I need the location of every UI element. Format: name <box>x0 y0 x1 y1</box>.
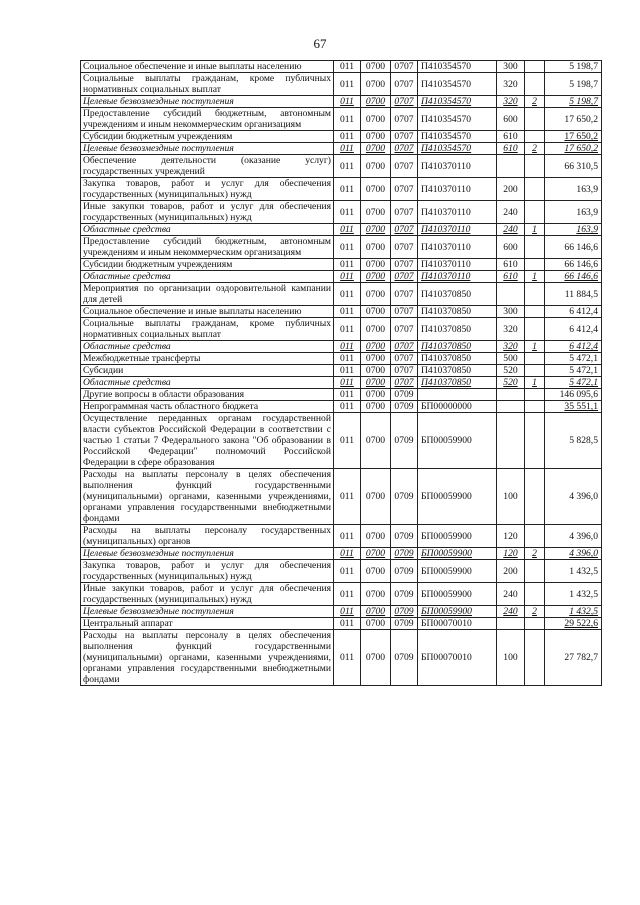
section-code: 0700 <box>361 377 391 389</box>
target-article-code: П410354570 <box>418 108 497 131</box>
target-article-code: П410354570 <box>418 143 497 155</box>
expense-type-code: 610 <box>497 271 525 283</box>
section-code: 0700 <box>361 131 391 143</box>
expense-type-code: 520 <box>497 365 525 377</box>
table-row <box>81 341 602 353</box>
subsection-code: 0709 <box>391 583 418 606</box>
row-name: Предоставление субсидий бюджетным, автономным учреждениям и иным некоммерческим организациям <box>81 108 334 131</box>
row-name: Субсидии бюджетным учреждениям <box>81 131 334 143</box>
amount: 5 472,1 <box>545 365 602 377</box>
ministry-code: 011 <box>334 377 361 389</box>
funding-source-code: 2 <box>525 96 545 108</box>
table-row <box>81 259 602 271</box>
section-code: 0700 <box>361 96 391 108</box>
table-row <box>81 548 602 560</box>
table-row <box>81 224 602 236</box>
target-article-code: П410370110 <box>418 236 497 259</box>
amount: 11 884,5 <box>545 283 602 306</box>
section-code: 0700 <box>361 224 391 236</box>
section-code: 0700 <box>361 73 391 96</box>
section-code: 0700 <box>361 583 391 606</box>
row-name: Социальное обеспечение и иные выплаты населению <box>81 306 334 318</box>
subsection-code: 0707 <box>391 178 418 201</box>
table-row <box>81 583 602 606</box>
subsection-code: 0709 <box>391 469 418 525</box>
expense-type-code <box>497 283 525 306</box>
section-code: 0700 <box>361 413 391 469</box>
funding-source-code <box>525 318 545 341</box>
subsection-code: 0707 <box>391 155 418 178</box>
funding-source-code <box>525 108 545 131</box>
section-code: 0700 <box>361 318 391 341</box>
amount: 5 472,1 <box>545 377 602 389</box>
ministry-code: 011 <box>334 306 361 318</box>
funding-source-code <box>525 560 545 583</box>
row-name: Межбюджетные трансферты <box>81 353 334 365</box>
subsection-code: 0707 <box>391 259 418 271</box>
target-article-code: П410370850 <box>418 283 497 306</box>
expense-type-code: 240 <box>497 583 525 606</box>
expense-type-code: 120 <box>497 548 525 560</box>
section-code: 0700 <box>361 201 391 224</box>
funding-source-code <box>525 73 545 96</box>
row-name: Расходы на выплаты персоналу государственных (муниципальных) органов <box>81 525 334 548</box>
funding-source-code <box>525 469 545 525</box>
row-name: Областные средства <box>81 377 334 389</box>
amount: 5 198,7 <box>545 61 602 73</box>
ministry-code: 011 <box>334 618 361 630</box>
ministry-code: 011 <box>334 96 361 108</box>
table-row <box>81 155 602 178</box>
funding-source-code <box>525 236 545 259</box>
amount: 6 412,4 <box>545 318 602 341</box>
subsection-code: 0709 <box>391 618 418 630</box>
amount: 6 412,4 <box>545 341 602 353</box>
ministry-code: 011 <box>334 583 361 606</box>
subsection-code: 0707 <box>391 61 418 73</box>
budget-table-body <box>81 61 602 686</box>
section-code: 0700 <box>361 259 391 271</box>
target-article-code: П410370110 <box>418 155 497 178</box>
row-name: Иные закупки товаров, работ и услуг для обеспечения государственных (муниципальных) нужд <box>81 201 334 224</box>
funding-source-code <box>525 61 545 73</box>
ministry-code: 011 <box>334 365 361 377</box>
expense-type-code: 300 <box>497 61 525 73</box>
subsection-code: 0707 <box>391 143 418 155</box>
row-name: Расходы на выплаты персоналу в целях обеспечения выполнения функций государственными (муниципальными) органами, казенными учреждениями, органами управления государственными внебюджетными фондами <box>81 469 334 525</box>
table-row <box>81 469 602 525</box>
target-article-code: БП00059900 <box>418 560 497 583</box>
target-article-code: П410370850 <box>418 365 497 377</box>
table-row <box>81 73 602 96</box>
target-article-code: П410354570 <box>418 96 497 108</box>
funding-source-code <box>525 283 545 306</box>
expense-type-code: 320 <box>497 318 525 341</box>
ministry-code: 011 <box>334 73 361 96</box>
budget-table <box>80 60 602 686</box>
ministry-code: 011 <box>334 469 361 525</box>
table-row <box>81 413 602 469</box>
amount: 1 432,5 <box>545 606 602 618</box>
row-name: Целевые безвозмездные поступления <box>81 96 334 108</box>
expense-type-code: 100 <box>497 630 525 686</box>
amount: 4 396,0 <box>545 548 602 560</box>
amount: 66 146,6 <box>545 259 602 271</box>
row-name: Закупка товаров, работ и услуг для обеспечения государственных (муниципальных) нужд <box>81 560 334 583</box>
amount: 35 551,1 <box>545 401 602 413</box>
row-name: Непрограммная часть областного бюджета <box>81 401 334 413</box>
expense-type-code: 200 <box>497 178 525 201</box>
expense-type-code <box>497 413 525 469</box>
subsection-code: 0707 <box>391 283 418 306</box>
target-article-code: П410370850 <box>418 377 497 389</box>
target-article-code: П410370110 <box>418 259 497 271</box>
table-row <box>81 271 602 283</box>
subsection-code: 0709 <box>391 413 418 469</box>
ministry-code: 011 <box>334 259 361 271</box>
funding-source-code <box>525 306 545 318</box>
subsection-code: 0709 <box>391 525 418 548</box>
funding-source-code <box>525 155 545 178</box>
amount: 66 146,6 <box>545 236 602 259</box>
expense-type-code: 610 <box>497 131 525 143</box>
expense-type-code <box>497 618 525 630</box>
funding-source-code <box>525 178 545 201</box>
amount: 4 396,0 <box>545 525 602 548</box>
section-code: 0700 <box>361 630 391 686</box>
section-code: 0700 <box>361 560 391 583</box>
row-name: Областные средства <box>81 341 334 353</box>
funding-source-code: 1 <box>525 271 545 283</box>
ministry-code: 011 <box>334 341 361 353</box>
expense-type-code: 600 <box>497 236 525 259</box>
subsection-code: 0709 <box>391 401 418 413</box>
target-article-code: П410370850 <box>418 318 497 341</box>
table-row <box>81 96 602 108</box>
funding-source-code <box>525 401 545 413</box>
ministry-code: 011 <box>334 560 361 583</box>
target-article-code: БП00059900 <box>418 548 497 560</box>
table-row <box>81 630 602 686</box>
subsection-code: 0707 <box>391 131 418 143</box>
ministry-code: 011 <box>334 283 361 306</box>
target-article-code: БП00070010 <box>418 618 497 630</box>
table-row <box>81 560 602 583</box>
section-code: 0700 <box>361 155 391 178</box>
table-row <box>81 389 602 401</box>
target-article-code: БП00070010 <box>418 630 497 686</box>
amount: 17 650,2 <box>545 108 602 131</box>
amount: 29 522,6 <box>545 618 602 630</box>
table-row <box>81 377 602 389</box>
funding-source-code: 2 <box>525 143 545 155</box>
amount: 5 472,1 <box>545 353 602 365</box>
table-row <box>81 318 602 341</box>
table-row <box>81 108 602 131</box>
funding-source-code <box>525 389 545 401</box>
subsection-code: 0707 <box>391 306 418 318</box>
row-name: Областные средства <box>81 224 334 236</box>
expense-type-code: 200 <box>497 560 525 583</box>
ministry-code: 011 <box>334 236 361 259</box>
ministry-code: 011 <box>334 155 361 178</box>
section-code: 0700 <box>361 353 391 365</box>
expense-type-code: 520 <box>497 377 525 389</box>
row-name: Закупка товаров, работ и услуг для обеспечения государственных (муниципальных) нужд <box>81 178 334 201</box>
table-row <box>81 61 602 73</box>
ministry-code: 011 <box>334 413 361 469</box>
section-code: 0700 <box>361 143 391 155</box>
target-article-code: БП00059900 <box>418 413 497 469</box>
expense-type-code <box>497 401 525 413</box>
expense-type-code: 240 <box>497 606 525 618</box>
target-article-code: П410370850 <box>418 341 497 353</box>
funding-source-code <box>525 201 545 224</box>
row-name: Расходы на выплаты персоналу в целях обеспечения выполнения функций государственными (муниципальными) органами, казенными учреждениями, органами управления государственными внебюджетными фондами <box>81 630 334 686</box>
section-code: 0700 <box>361 618 391 630</box>
section-code: 0700 <box>361 606 391 618</box>
expense-type-code: 320 <box>497 96 525 108</box>
ministry-code: 011 <box>334 271 361 283</box>
section-code: 0700 <box>361 341 391 353</box>
table-row <box>81 401 602 413</box>
subsection-code: 0707 <box>391 271 418 283</box>
expense-type-code: 320 <box>497 341 525 353</box>
expense-type-code <box>497 389 525 401</box>
expense-type-code: 240 <box>497 201 525 224</box>
table-row <box>81 525 602 548</box>
table-row <box>81 131 602 143</box>
section-code: 0700 <box>361 61 391 73</box>
row-name: Целевые безвозмездные поступления <box>81 143 334 155</box>
row-name: Другие вопросы в области образования <box>81 389 334 401</box>
target-article-code: П410370850 <box>418 306 497 318</box>
table-row <box>81 618 602 630</box>
funding-source-code <box>525 583 545 606</box>
section-code: 0700 <box>361 108 391 131</box>
row-name: Субсидии бюджетным учреждениям <box>81 259 334 271</box>
ministry-code: 011 <box>334 318 361 341</box>
section-code: 0700 <box>361 178 391 201</box>
funding-source-code: 1 <box>525 341 545 353</box>
row-name: Социальные выплаты гражданам, кроме публичных нормативных социальных выплат <box>81 318 334 341</box>
subsection-code: 0709 <box>391 630 418 686</box>
amount: 163,9 <box>545 201 602 224</box>
subsection-code: 0707 <box>391 236 418 259</box>
ministry-code: 011 <box>334 143 361 155</box>
amount: 66 146,6 <box>545 271 602 283</box>
amount: 146 095,6 <box>545 389 602 401</box>
expense-type-code: 600 <box>497 108 525 131</box>
section-code: 0700 <box>361 525 391 548</box>
table-row <box>81 201 602 224</box>
subsection-code: 0707 <box>391 377 418 389</box>
target-article-code: БП00059900 <box>418 606 497 618</box>
target-article-code: П410354570 <box>418 73 497 96</box>
amount: 5 198,7 <box>545 96 602 108</box>
subsection-code: 0707 <box>391 108 418 131</box>
row-name: Областные средства <box>81 271 334 283</box>
amount: 5 198,7 <box>545 73 602 96</box>
target-article-code: БП00059900 <box>418 469 497 525</box>
ministry-code: 011 <box>334 401 361 413</box>
row-name: Социальное обеспечение и иные выплаты населению <box>81 61 334 73</box>
target-article-code <box>418 389 497 401</box>
ministry-code: 011 <box>334 548 361 560</box>
ministry-code: 011 <box>334 178 361 201</box>
funding-source-code <box>525 259 545 271</box>
funding-source-code <box>525 131 545 143</box>
section-code: 0700 <box>361 365 391 377</box>
funding-source-code <box>525 630 545 686</box>
row-name: Иные закупки товаров, работ и услуг для обеспечения государственных (муниципальных) нужд <box>81 583 334 606</box>
subsection-code: 0709 <box>391 548 418 560</box>
ministry-code: 011 <box>334 353 361 365</box>
target-article-code: П410354570 <box>418 131 497 143</box>
row-name: Осуществление переданных органам государственной власти субъектов Российской Федерации в соответствии с частью 1 статьи 7 Федерального закона "Об образовании в Российской Федерации" полномочий Российской Федерации в сфере образования <box>81 413 334 469</box>
funding-source-code: 2 <box>525 548 545 560</box>
target-article-code: П410370110 <box>418 224 497 236</box>
expense-type-code: 300 <box>497 306 525 318</box>
amount: 6 412,4 <box>545 306 602 318</box>
row-name: Целевые безвозмездные поступления <box>81 548 334 560</box>
ministry-code: 011 <box>334 525 361 548</box>
subsection-code: 0709 <box>391 389 418 401</box>
funding-source-code <box>525 353 545 365</box>
subsection-code: 0707 <box>391 224 418 236</box>
expense-type-code: 500 <box>497 353 525 365</box>
expense-type-code: 610 <box>497 259 525 271</box>
row-name: Обеспечение деятельности (оказание услуг) государственных учреждений <box>81 155 334 178</box>
row-name: Предоставление субсидий бюджетным, автономным учреждениям и иным некоммерческим организациям <box>81 236 334 259</box>
table-row <box>81 178 602 201</box>
amount: 163,9 <box>545 178 602 201</box>
table-row <box>81 306 602 318</box>
expense-type-code: 100 <box>497 469 525 525</box>
subsection-code: 0709 <box>391 560 418 583</box>
amount: 163,9 <box>545 224 602 236</box>
table-row <box>81 606 602 618</box>
section-code: 0700 <box>361 469 391 525</box>
expense-type-code: 240 <box>497 224 525 236</box>
table-row <box>81 236 602 259</box>
funding-source-code <box>525 618 545 630</box>
ministry-code: 011 <box>334 224 361 236</box>
amount: 17 650,2 <box>545 131 602 143</box>
amount: 27 782,7 <box>545 630 602 686</box>
funding-source-code: 2 <box>525 606 545 618</box>
subsection-code: 0707 <box>391 353 418 365</box>
target-article-code: БП00000000 <box>418 401 497 413</box>
ministry-code: 011 <box>334 61 361 73</box>
subsection-code: 0707 <box>391 318 418 341</box>
subsection-code: 0707 <box>391 73 418 96</box>
row-name: Мероприятия по организации оздоровительной кампании для детей <box>81 283 334 306</box>
amount: 66 310,5 <box>545 155 602 178</box>
target-article-code: П410370110 <box>418 178 497 201</box>
amount: 5 828,5 <box>545 413 602 469</box>
table-row <box>81 143 602 155</box>
section-code: 0700 <box>361 389 391 401</box>
amount: 17 650,2 <box>545 143 602 155</box>
subsection-code: 0709 <box>391 606 418 618</box>
funding-source-code <box>525 525 545 548</box>
funding-source-code: 1 <box>525 224 545 236</box>
table-row <box>81 365 602 377</box>
table-row <box>81 353 602 365</box>
subsection-code: 0707 <box>391 341 418 353</box>
target-article-code: П410370110 <box>418 271 497 283</box>
amount: 1 432,5 <box>545 583 602 606</box>
target-article-code: П410370110 <box>418 201 497 224</box>
funding-source-code <box>525 413 545 469</box>
section-code: 0700 <box>361 306 391 318</box>
expense-type-code: 610 <box>497 143 525 155</box>
page-number: 67 <box>313 36 327 51</box>
row-name: Субсидии <box>81 365 334 377</box>
subsection-code: 0707 <box>391 365 418 377</box>
section-code: 0700 <box>361 548 391 560</box>
section-code: 0700 <box>361 401 391 413</box>
ministry-code: 011 <box>334 108 361 131</box>
amount: 1 432,5 <box>545 560 602 583</box>
expense-type-code: 320 <box>497 73 525 96</box>
ministry-code: 011 <box>334 389 361 401</box>
section-code: 0700 <box>361 283 391 306</box>
ministry-code: 011 <box>334 201 361 224</box>
section-code: 0700 <box>361 236 391 259</box>
target-article-code: БП00059900 <box>418 583 497 606</box>
expense-type-code: 120 <box>497 525 525 548</box>
subsection-code: 0707 <box>391 96 418 108</box>
row-name: Центральный аппарат <box>81 618 334 630</box>
target-article-code: П410354570 <box>418 61 497 73</box>
target-article-code: П410370850 <box>418 353 497 365</box>
row-name: Социальные выплаты гражданам, кроме публичных нормативных социальных выплат <box>81 73 334 96</box>
ministry-code: 011 <box>334 630 361 686</box>
funding-source-code <box>525 365 545 377</box>
amount: 4 396,0 <box>545 469 602 525</box>
section-code: 0700 <box>361 271 391 283</box>
target-article-code: БП00059900 <box>418 525 497 548</box>
ministry-code: 011 <box>334 131 361 143</box>
table-row <box>81 283 602 306</box>
ministry-code: 011 <box>334 606 361 618</box>
subsection-code: 0707 <box>391 201 418 224</box>
funding-source-code: 1 <box>525 377 545 389</box>
expense-type-code <box>497 155 525 178</box>
row-name: Целевые безвозмездные поступления <box>81 606 334 618</box>
